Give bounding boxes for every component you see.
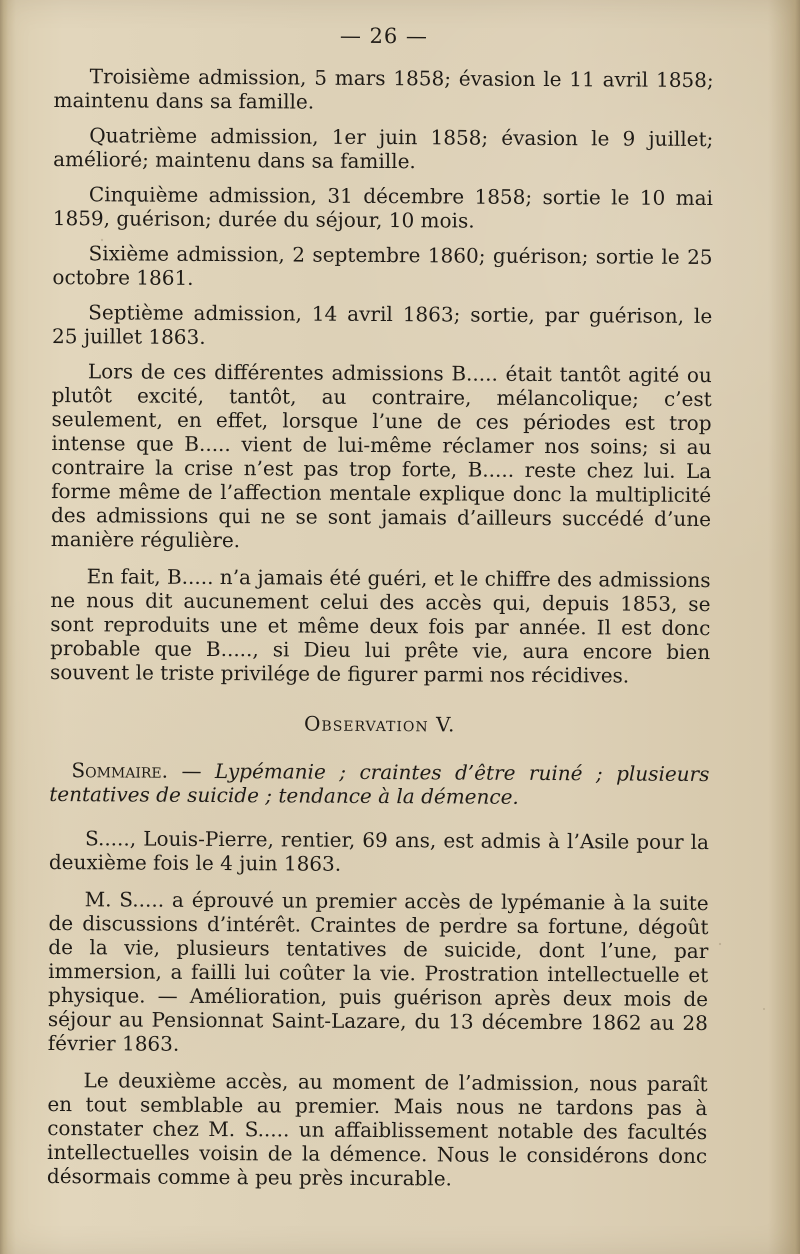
page-number: — 26 — — [339, 23, 429, 49]
case-admission-paragraph: S....., Louis-Pierre, rentier, 69 ans, est admis à l’Asile pour la deuxième fois le 4 juin 1863. — [48, 826, 710, 876]
paragraph-recidivism: En fait, B..... n’a jamais été guéri, et le chiffre des admissions ne nous dit aucunement celui des accès qui, depuis 1853, se sont reproduits une et même deux fois par année. Il est donc probable que B....., si Dieu lui prête vie, aura encore bien souvent le triste privilége de figurer parmi nos récidives. — [49, 564, 711, 688]
paragraph-third-admission: Troisième admission, 5 mars 1858; évasion le 11 avril 1858; maintenu dans sa famille. — [53, 64, 714, 114]
summary-label: Sommaire. — [71, 758, 169, 783]
paragraph-seventh-admission: Septième admission, 14 avril 1863; sortie, par guérison, le 25 juillet 1863. — [52, 300, 713, 349]
case-assessment-paragraph: Le deuxième accès, au moment de l’admission, nous paraît en tout semblable au premier. Mais nous ne tardons pas à constater chez M. S..... un affaiblissement notable des facultés intellectuelles voisin de la démence. Nous le considérons donc désormais comme à peu près incurable. — [46, 1068, 708, 1191]
page-content — [47, 22, 714, 1205]
left-page-edge — [0, 0, 8, 1254]
right-page-edge — [790, 0, 800, 1254]
case-history-paragraph: M. S..... a éprouvé un premier accès de lypémanie à la suite de discussions d’intérêt. Craintes de perdre sa fortune, dégoût de la vie, plusieurs tentatives de suicide, dont l’une, par immersion, a failli lui coûter la vie. Prostration intellectuelle et physique. — Amélioration, puis guérison après deux mois de séjour au Pensionnat Saint-Lazare, du 13 décembre 1862 au 28 février 1863. — [47, 887, 709, 1056]
paragraph-fifth-admission: Cinquième admission, 31 décembre 1858; sortie le 10 mai 1859, guérison; durée du séjour, 10 mois. — [52, 182, 714, 233]
paragraph-admission-pattern: Lors de ces différentes admissions B..... était tantôt agité ou plutôt excité, tantôt, au contraire, mélancolique; c’est seulement, en effet, lorsque l’une de ces périodes est trop intense que B..... vient de lui-même réclamer nos soins; si au contraire la crise n’est pas trop forte, B..... reste chez lui. La forme même de l’affection mentale explique donc la multiplicité des admissions qui ne se sont jamais d’ailleurs succédé d’une manière régulière. — [50, 359, 712, 553]
summary-text: — Lypémanie ; craintes d’être ruiné ; plusieurs tentatives de suicide ; tendance à la démence. — [49, 758, 710, 809]
paragraph-sixth-admission: Sixième admission, 2 septembre 1860; guérison; sortie le 25 octobre 1861. — [52, 241, 713, 290]
summary — [49, 758, 709, 810]
paragraph-fourth-admission: Quatrième admission, 1er juin 1858; évasion le 9 juillet; amélioré; maintenu dans sa famille. — [53, 123, 714, 174]
observation-heading: Observation V. — [303, 711, 456, 737]
